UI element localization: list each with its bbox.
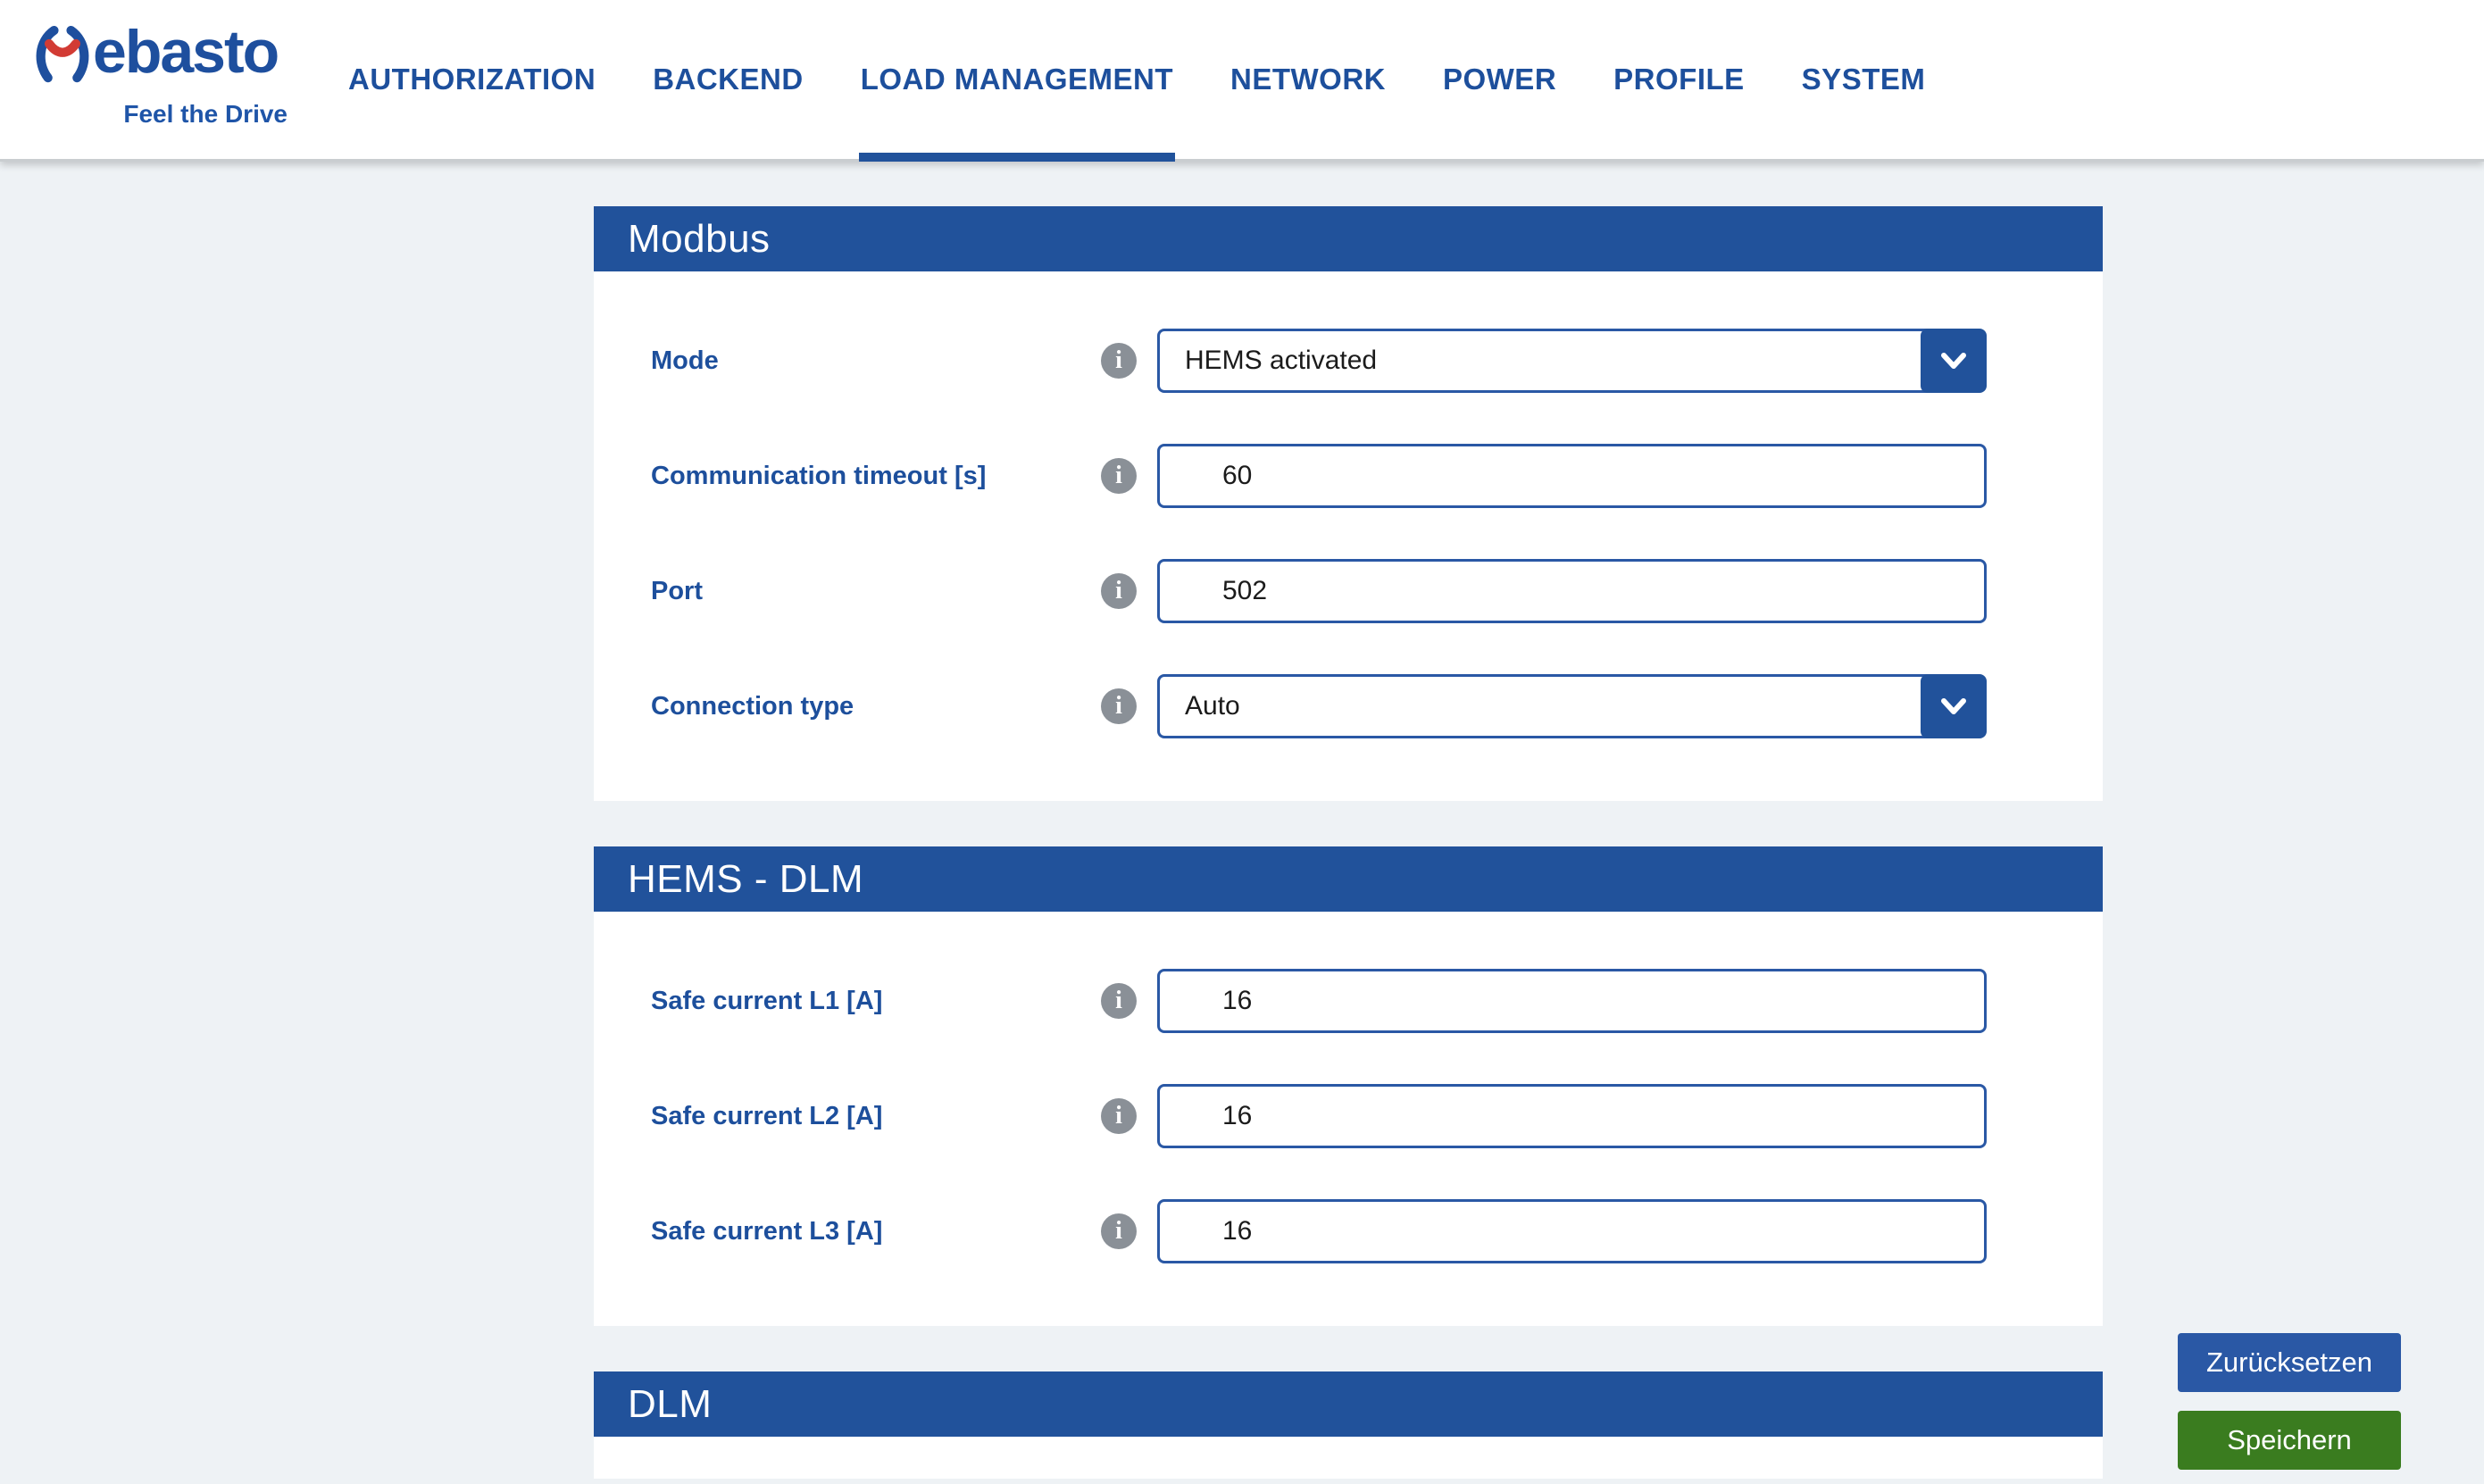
port-input[interactable] [1157,559,1987,623]
dlm-section-body [594,1437,2103,1479]
safe-current-l3-row [594,1199,2103,1263]
port-row [594,559,2103,623]
nav-tab-system[interactable]: SYSTEM [1801,63,1926,96]
header [0,0,2484,162]
safe-current-l1-label: Safe current L1 [A] [651,986,883,1015]
hems-dlm-section-body [594,912,2103,1326]
form-actions [2178,1333,2401,1470]
brand-tagline: Feel the Drive [123,100,288,128]
modbus-section [594,206,2103,801]
mode-select-toggle[interactable] [1921,329,1987,393]
hems-dlm-section-title: HEMS - DLM [594,846,2103,912]
webasto-logo-icon [32,16,93,98]
hems-dlm-section [594,846,2103,1326]
mode-row [594,329,2103,393]
modbus-section-body [594,271,2103,801]
main-nav [320,0,1954,159]
communication-timeout-input[interactable] [1157,444,1987,508]
safe-current-l3-label: Safe current L3 [A] [651,1216,883,1246]
mode-label: Mode [651,346,719,375]
safe-current-l2-row [594,1084,2103,1148]
connection-type-select[interactable] [1157,674,1987,738]
connection-type-row [594,674,2103,738]
info-icon[interactable]: i [1101,573,1137,609]
safe-current-l2-label: Safe current L2 [A] [651,1101,883,1130]
dlm-section-title: DLM [594,1371,2103,1437]
webasto-logo[interactable] [32,14,291,159]
info-icon[interactable]: i [1101,983,1137,1019]
modbus-section-title: Modbus [594,206,2103,271]
chevron-down-icon [1937,347,1971,374]
mode-select-value[interactable]: HEMS activated [1157,329,1928,393]
safe-current-l1-input[interactable] [1157,969,1987,1033]
save-button[interactable]: Speichern [2178,1411,2401,1470]
communication-timeout-label: Communication timeout [s] [651,461,987,490]
info-icon[interactable]: i [1101,343,1137,379]
port-label: Port [651,576,703,605]
connection-type-label: Connection type [651,691,854,721]
safe-current-l3-input[interactable] [1157,1199,1987,1263]
chevron-down-icon [1937,693,1971,720]
reset-button[interactable]: Zurücksetzen [2178,1333,2401,1392]
nav-tab-power[interactable]: POWER [1442,63,1557,96]
nav-tab-network[interactable]: NETWORK [1230,63,1386,96]
info-icon[interactable]: i [1101,458,1137,494]
nav-tab-load-management[interactable]: LOAD MANAGEMENT [832,0,1202,159]
nav-tab-authorization[interactable]: AUTHORIZATION [348,63,596,96]
nav-tab-backend[interactable]: BACKEND [653,63,804,96]
communication-timeout-row [594,444,2103,508]
mode-select[interactable] [1157,329,1987,393]
safe-current-l1-row [594,969,2103,1033]
nav-tab-profile[interactable]: PROFILE [1613,63,1745,96]
brand-wordmark: ebasto [93,18,279,86]
settings-content [594,206,2103,1479]
info-icon[interactable]: i [1101,1213,1137,1249]
connection-type-select-value[interactable]: Auto [1157,674,1928,738]
safe-current-l2-input[interactable] [1157,1084,1987,1148]
info-icon[interactable]: i [1101,1098,1137,1134]
info-icon[interactable]: i [1101,688,1137,724]
dlm-section [594,1371,2103,1479]
connection-type-select-toggle[interactable] [1921,674,1987,738]
